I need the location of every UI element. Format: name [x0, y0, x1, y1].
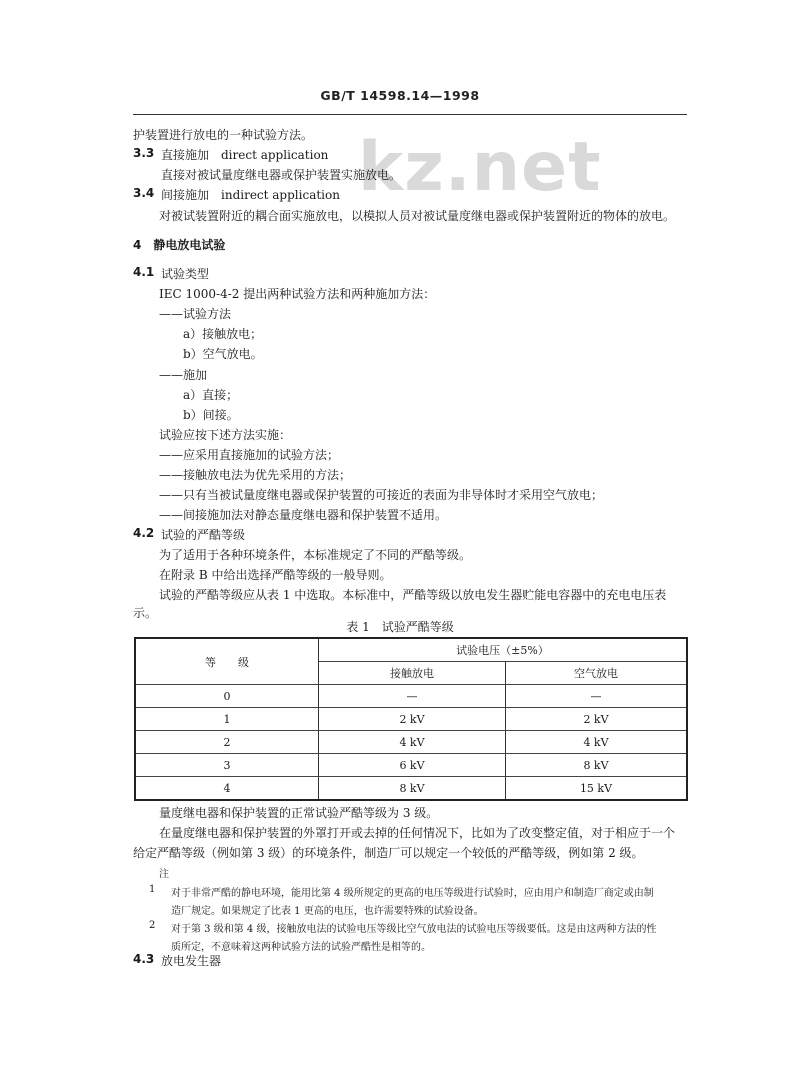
note-line: 质所定，不意味着这两种试验方法的试验严酷性是相等的。: [171, 942, 431, 953]
paragraph-line: 直接对被试量度继电器或保护装置实施放电。: [161, 168, 402, 182]
section-number: 4.2: [133, 526, 155, 540]
paragraph-line: 量度继电器和保护装置的正常试验严酷等级为 3 级。: [159, 806, 439, 820]
col-header-contact: 接触放电: [319, 662, 506, 685]
table-row: [135, 708, 687, 731]
note-line: 对于非常严酷的静电环境，能用比第 4 级所规定的更高的电压等级进行试验时，应由用户和制造厂商定或由制: [171, 888, 654, 899]
list-item: ——只有当被试量度继电器或保护装置的可接近的表面为非导体时才采用空气放电；: [159, 488, 604, 502]
paragraph-line: 护装置进行放电的一种试验方法。: [133, 128, 314, 142]
list-item: a）直接；: [183, 388, 239, 402]
cell-contact: 4 kV: [319, 731, 506, 754]
note-label: 注: [159, 869, 169, 880]
cell-level: 1: [135, 708, 319, 731]
note-number: 1: [149, 884, 156, 895]
cell-contact: —: [319, 685, 506, 708]
col-header-air: 空气放电: [506, 662, 688, 685]
note-line: 造厂规定。如果规定了比表 1 更高的电压，也许需要特殊的试验设备。: [171, 906, 484, 917]
paragraph-line: 示。: [133, 606, 158, 620]
section-number: 4.1: [133, 265, 155, 279]
table-row: [135, 685, 687, 708]
table-row: [135, 731, 687, 754]
section-number: 3.4: [133, 186, 155, 200]
cell-air: 4 kV: [506, 731, 688, 754]
paragraph-line: 试验的严酷等级应从表 1 中选取。本标准中，严酷等级以放电发生器贮能电容器中的充电电压表: [159, 588, 667, 602]
section-title: 试验的严酷等级: [161, 528, 246, 542]
section-number: 3.3: [133, 146, 155, 160]
watermark: kz.net: [358, 128, 602, 207]
table-row: [135, 754, 687, 777]
col-header-level: 等 级: [135, 638, 319, 685]
table-header-row: [135, 638, 687, 662]
paragraph-line: 对被试装置附近的耦合面实施放电，以模拟人员对被试量度继电器或保护装置附近的物体的放电。: [159, 209, 676, 223]
list-item: b）间接。: [183, 408, 239, 422]
paragraph-line: 为了适用于各种环境条件，本标准规定了不同的严酷等级。: [159, 548, 472, 562]
note-line: 对于第 3 级和第 4 级，接触放电法的试验电压等级比空气放电法的试验电压等级要低。这是由这两种方法的性: [171, 924, 657, 935]
col-header-voltage: 试验电压（±5%）: [319, 638, 688, 662]
paragraph-line: ——施加: [159, 368, 208, 382]
cell-air: 15 kV: [506, 777, 688, 801]
section-number: 4.3: [133, 952, 155, 966]
list-item: a）接触放电；: [183, 327, 263, 341]
document-header: GB/T 14598.14—1998: [320, 88, 480, 103]
cell-level: 3: [135, 754, 319, 777]
cell-air: —: [506, 685, 688, 708]
note-number: 2: [149, 920, 156, 931]
cell-level: 2: [135, 731, 319, 754]
cell-level: 4: [135, 777, 319, 801]
paragraph-line: ——试验方法: [159, 307, 232, 321]
table-row: [135, 777, 687, 801]
section-heading: 4 静电放电试验: [133, 238, 226, 252]
table-title: 表 1 试验严酷等级: [346, 620, 454, 634]
header-rule: [133, 114, 687, 115]
section-title: 直接施加 direct application: [161, 148, 329, 162]
paragraph-line: 给定严酷等级（例如第 3 级）的环境条件，制造厂可以规定一个较低的严酷等级，例如第 2 级。: [133, 846, 644, 860]
section-title: 试验类型: [161, 267, 210, 281]
cell-air: 8 kV: [506, 754, 688, 777]
cell-air: 2 kV: [506, 708, 688, 731]
paragraph-line: IEC 1000-4-2 提出两种试验方法和两种施加方法：: [159, 287, 436, 301]
cell-level: 0: [135, 685, 319, 708]
paragraph-line: 试验应按下述方法实施：: [159, 428, 292, 442]
cell-contact: 8 kV: [319, 777, 506, 801]
paragraph-line: 在量度继电器和保护装置的外罩打开或去掉的任何情况下，比如为了改变整定值，对于相应于一个: [159, 826, 676, 840]
paragraph-line: 在附录 B 中给出选择严酷等级的一般导则。: [159, 568, 392, 582]
list-item: ——应采用直接施加的试验方法；: [159, 448, 340, 462]
section-title: 间接施加 indirect application: [161, 188, 340, 202]
section-title: 放电发生器: [161, 954, 222, 968]
list-item: ——接触放电法为优先采用的方法；: [159, 468, 352, 482]
cell-contact: 2 kV: [319, 708, 506, 731]
severity-table: [134, 637, 688, 801]
list-item: ——间接施加法对静态量度继电器和保护装置不适用。: [159, 508, 448, 522]
cell-contact: 6 kV: [319, 754, 506, 777]
list-item: b）空气放电。: [183, 347, 263, 361]
